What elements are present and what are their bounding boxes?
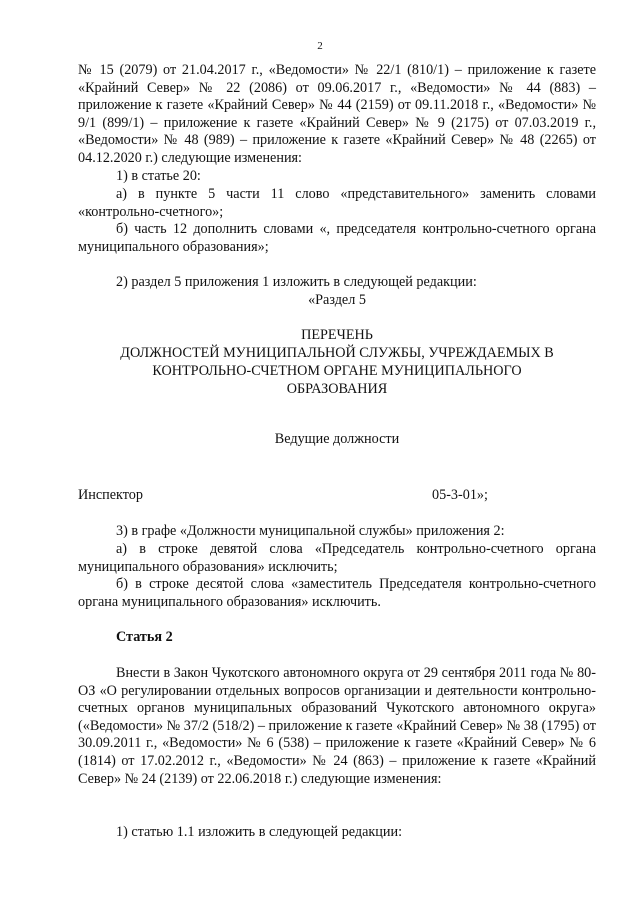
paragraph-item-3b: б) в строке десятой слова «заместитель Председателя контрольно-счетного органа муниципального образования» исключить. bbox=[78, 576, 596, 610]
paragraph-article-2-item-1: 1) статью 1.1 изложить в следующей редакции: bbox=[116, 824, 403, 840]
position-code: 05-3-01»; bbox=[432, 487, 488, 503]
section-label: «Раздел 5 bbox=[308, 292, 366, 308]
page-number: 2 bbox=[317, 40, 323, 52]
group-heading: Ведущие должности bbox=[274, 431, 400, 447]
list-title-line-4: ОБРАЗОВАНИЯ bbox=[286, 381, 388, 397]
paragraph-item-1a: а) в пункте 5 части 11 слово «представительного» заменить словами «контрольно-счетного»; bbox=[78, 186, 596, 220]
paragraph-item-1: 1) в статье 20: bbox=[116, 168, 201, 184]
paragraph-item-3a: а) в строке девятой слова «Председатель контрольно-счетного органа муниципального образования» исключить; bbox=[78, 541, 596, 575]
article-heading: Статья 2 bbox=[116, 629, 173, 645]
paragraph-intro: № 15 (2079) от 21.04.2017 г., «Ведомости» № 22/1 (810/1) – приложение к газете «Крайний Север» № 22 (2086) от 09.06.2017 г., «Ведомости» № 44 (883) – приложение к газете «Крайний Север» № 44 (2159) от 09.11.2018 г., «Ведомости» № 9/1 (899/1) – приложение к газете «Крайний Север» № 9 (2175) от 07.03.2019 г., «Ведомости» № 48 (989) – приложение к газете «Крайний Север» № 48 (2265) от 04.12.2020 г.) следующие изменения: bbox=[78, 62, 596, 166]
paragraph-article-2: Внести в Закон Чукотского автономного округа от 29 сентября 2011 года № 80-ОЗ «О регулировании отдельных вопросов организации и деятельности контрольно-счетных органов муниципальных образований Чукотского автономного округа» («Ведомости» № 37/2 (518/2) – приложение к газете «Крайний Север» № 38 (1795) от 30.09.2011 г., «Ведомости» № 6 (538) – приложение к газете «Крайний Север» № 6 (1814) от 17.02.2012 г., «Ведомости» № 24 (863) – приложение к газете «Крайний Север» № 24 (2139) от 22.06.2018 г.) следующие изменения: bbox=[78, 665, 596, 787]
paragraph-item-2: 2) раздел 5 приложения 1 изложить в следующей редакции: bbox=[116, 274, 477, 290]
paragraph-item-3: 3) в графе «Должности муниципальной службы» приложения 2: bbox=[116, 523, 505, 539]
list-title-line-3: КОНТРОЛЬНО-СЧЕТНОМ ОРГАНЕ МУНИЦИПАЛЬНОГО bbox=[152, 363, 522, 379]
position-name: Инспектор bbox=[78, 487, 143, 503]
list-title-line-1: ПЕРЕЧЕНЬ bbox=[301, 327, 373, 343]
list-title-line-2: ДОЛЖНОСТЕЙ МУНИЦИПАЛЬНОЙ СЛУЖБЫ, УЧРЕЖДАЕМЫХ В bbox=[120, 345, 554, 361]
paragraph-item-1b: б) часть 12 дополнить словами «, председателя контрольно-счетного органа муниципального образования»; bbox=[78, 221, 596, 255]
